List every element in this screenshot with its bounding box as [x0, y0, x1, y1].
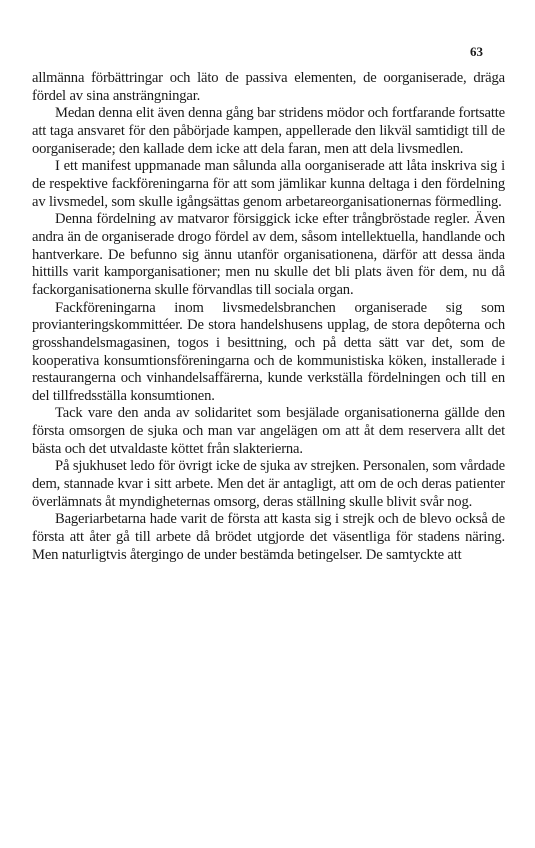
paragraph: Tack vare den anda av solidaritet som besjälade organisationerna gällde den första omsorgen de sjuka och man var angelägen om att åt dem reservera allt det bästa och det utvaldaste köttet från slakterierna.	[32, 405, 505, 457]
paragraph: Denna fördelning av matvaror försiggick icke efter trångbröstade regler. Även andra än de organiserade drogo fördel av dem, såsom intellektuella, handlande och hantverkare. De befunno sig ännu utanför organisationena, därför att dessa ända hittills varit kamporganisationer; men nu skulle det bli plats även för dem, nu då fackorganisationerna skulle förvandlas till sociala organ.	[32, 211, 505, 298]
paragraph: Bageriarbetarna hade varit de första att kasta sig i strejk och de blevo också de första att åter gå till arbete då brödet utgjorde det väsentliga för stadens näring. Men naturligtvis återgingo de under bestämda betingelser. De samtyckte att	[32, 511, 505, 563]
paragraph: allmänna förbättringar och läto de passiva elementen, de oorganiserade, dräga fördel av sina ansträngningar.	[32, 70, 505, 104]
paragraph: Medan denna elit även denna gång bar stridens mödor och fortfarande fortsatte att taga ansvaret för den påbörjade kampen, appellerade den likväl samtidigt till de oorganiserade; den kallade dem icke att dela faran, men att dela livsmedlen.	[32, 105, 505, 157]
body-text	[32, 70, 505, 564]
paragraph: I ett manifest uppmanade man sålunda alla oorganiserade att låta inskriva sig i de respektive fackföreningarna för att som jämlikar kunna deltaga i den fördelning av livsmedel, som skulle igångsättas genom arbetareorganisationernas förmedling.	[32, 158, 505, 210]
page-number: 63	[470, 44, 483, 59]
paragraph: På sjukhuset ledo för övrigt icke de sjuka av strejken. Personalen, som vårdade dem, stannade kvar i sitt arbete. Men det är antagligt, att om de och deras patienter överlämnats åt myndigheternas omsorg, deras ställning skulle blivit svår nog.	[32, 458, 505, 510]
paragraph: Fackföreningarna inom livsmedelsbranchen organiserade sig som provianteringskommittéer. De stora handelshusens upplag, de stora depôterna och grosshandelsmagasinen, togos i besittning, och på detta sätt var det, som de kooperativa konsumtionsföreningarna och de kommunistiska köken, installerade i restaurangerna och vinhandelsaffärerna, kunde verkställa fördelningen och till en del tillfredsställa konsumtionen.	[32, 299, 505, 404]
